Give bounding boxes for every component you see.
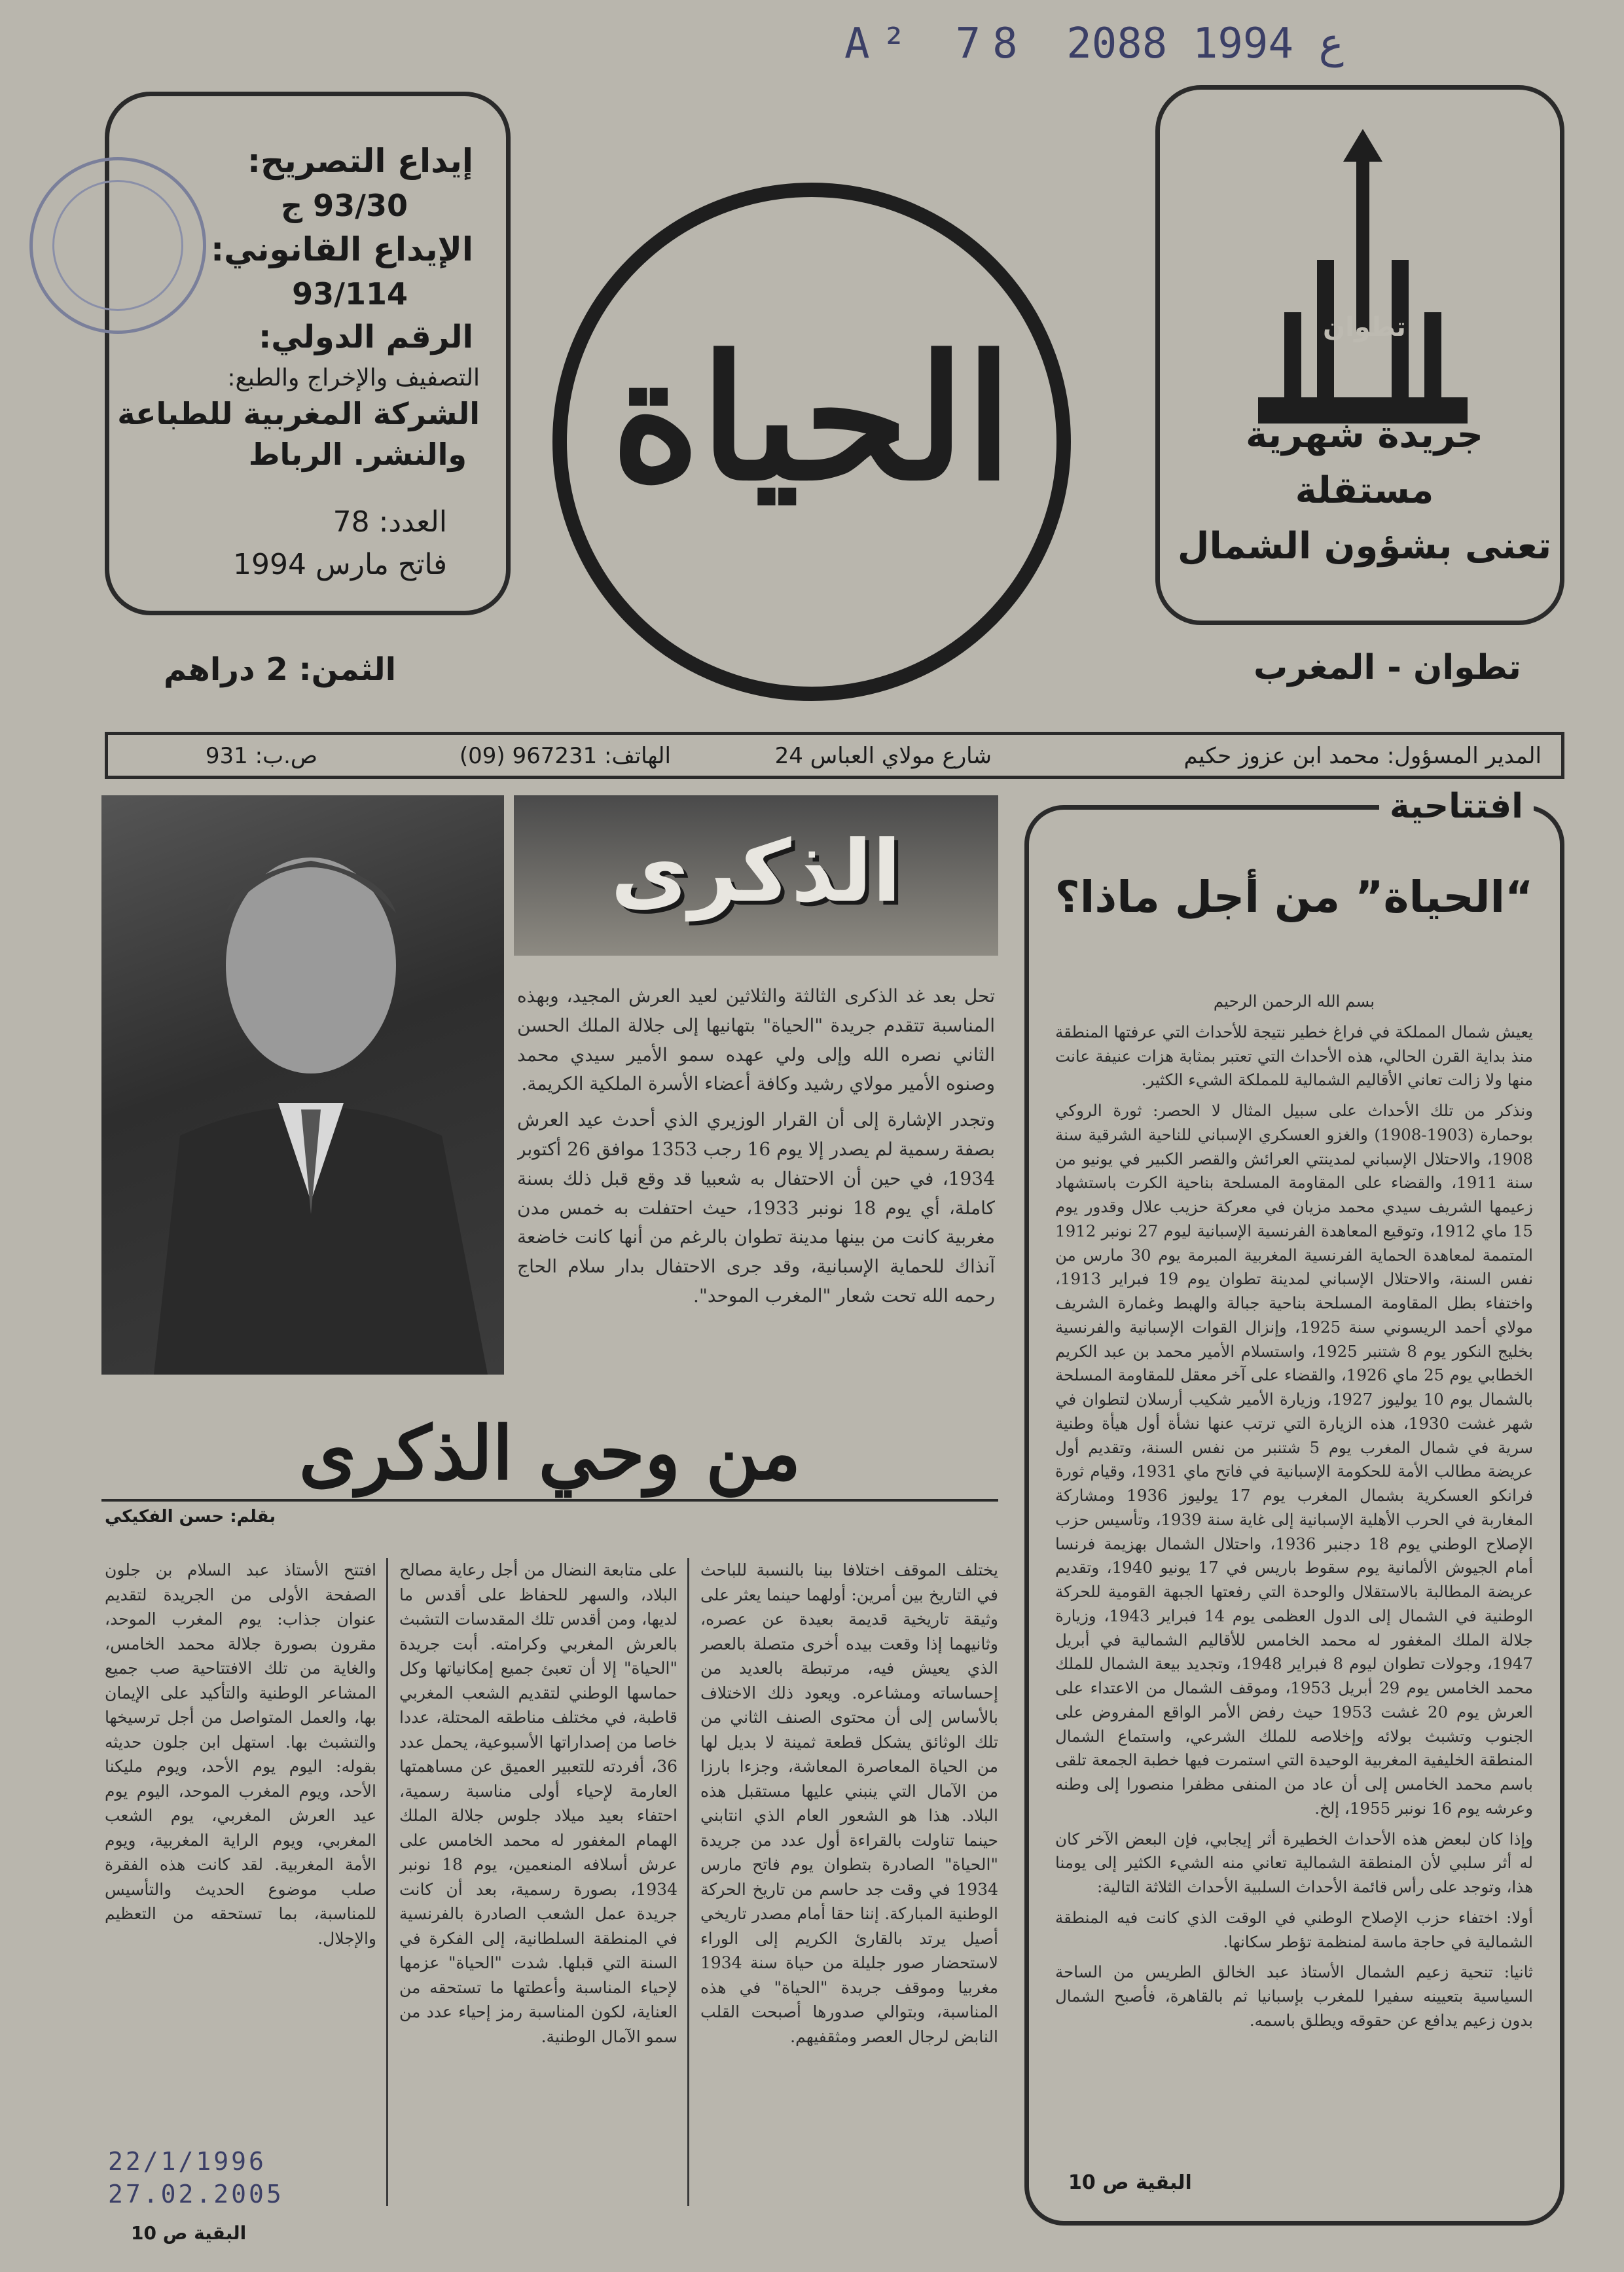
feature-title: الذكرى bbox=[610, 821, 902, 921]
info-bar bbox=[105, 732, 1564, 779]
issue-date: فاتح مارس 1994 bbox=[233, 548, 447, 581]
article-paragraph: يختلف الموقف اختلافا بينا بالنسبة للباحث في التاريخ بين أمرين: أولهما حينما يعثر على وثيقة تاريخية قديمة بعيدة عن عصره، وثانيهما إذا وقعت بيده أخرى متصلة بالعصر الذي يعيش فيه، مرتبطة بالعديد من إحساساته ومشاعره. ويعود ذلك الاختلاف بالأساس إلى أن محتوى الصنف الثاني من تلك الوثائق يشكل قطعة ثمينة لا بديل لها من الحياة المعاصرة المعاشة، وجزءا بارزا من الآمال التي ينبني عليها مستقبل هذه البلاد. هذا هو الشعور العام الذي انتابني حينما تناولت بالقراءة أول عدد من جريدة "الحياة" الصادرة بتطوان يوم فاتح مارس 1934 في وقت جد حاسم من تاريخ الحركة الوطنية المباركة. إننا حقا أمام مصدر تاريخي أصيل يرتد بالقارئ الكريم إلى الوراء لاستحضار صور جليلة من حياة سنة 1934 مغربيا وموقف جريدة "الحياة" في هذه المناسبة، وبتوالي صدورها أصبحت القلب النابض لرجال العصر ومثقفيهم. bbox=[700, 1560, 998, 2046]
article-paragraph: على متابعة النضال من أجل رعاية مصالح البلاد، والسهر للحفاظ على أقدس ما لديها، ومن أقدس تلك المقدسات التشبث بالعرش المغربي وكرامته. أبت جريدة "الحياة" إلا أن تعبئ جميع إمكانياتها وكل حماسها الوطني لتقديم الشعب المغربي قاطبة، في مختلف مناطقه المحتلة، عددا خاصا من إصداراتها الأسبوعية، يحمل عدد 36، أفردته للتعبير العميق عن مساهمتها العارمة لإحياء أولى مناسبة رسمية، احتفاء بعيد ميلاد جلوس جلالة الملك الهمام المغفور له محمد الخامس على عرش أسلافه المنعمين، يوم 18 نونبر 1934، بصورة رسمية، بعد أن كانت جريدة عمل الشعب الصادرة بالفرنسية في المنطقة السلطانية، إلى الفكرة في السنة التي قبلها. شدت "الحياة" عزمها لإحياء المناسبة وأعطتها ما تستحقه من العناية، لكون المناسبة رمز إحياء عدد من سمو الآمال الوطنية. bbox=[399, 1560, 677, 2046]
editorial-paragraph: وإذا كان لبعض هذه الأحداث الخطيرة أثر إيجابي، فإن البعض الآخر كان له أثر سلبي لأن المنطقة الشمالية تعاني منه الشيء الكثير إلى يومنا هذا، وتوجد على رأس قائمة الأحداث السلبية الأحداث الثلاثة التالية: bbox=[1055, 1829, 1533, 1896]
editorial-paragraph: ثانيا: تنحية زعيم الشمال الأستاذ عبد الخالق الطريس من الساحة السياسية بتعيينه سفيرا للمغرب بإسبانيا ثم بالقاهرة، فأصبح الشمال بدون زعيم يدافع عن حقوقه ويطلق باسمه. bbox=[1055, 1962, 1533, 2030]
article-byline: بقلم: حسن الفكيكي bbox=[105, 1507, 276, 1526]
printer-city: والنشر. الرباط bbox=[248, 437, 467, 472]
director-name: المدير المسؤول: محمد ابن عزوز حكيم bbox=[1183, 743, 1542, 769]
logo-text: تطوان bbox=[1323, 312, 1406, 342]
profile-line-north: تعنى بشؤون الشمال bbox=[1177, 525, 1552, 568]
profile-line-independent: مستقلة bbox=[1295, 469, 1434, 512]
printing-credit: التصفيف والإخراج والطبع: bbox=[227, 365, 480, 391]
po-box: ص.ب: 931 bbox=[205, 743, 317, 769]
article-column-middle bbox=[399, 1558, 677, 2199]
masthead-logo bbox=[547, 177, 1077, 707]
deposit-value: 93/30 ج bbox=[281, 188, 408, 223]
tetouan-calligraphy-logo bbox=[1245, 116, 1481, 456]
editorial-body bbox=[1055, 990, 1533, 2142]
issue-number: العدد: 78 bbox=[333, 505, 447, 539]
article-column-left bbox=[105, 1558, 376, 2134]
legal-deposit-value: 93/114 bbox=[292, 276, 408, 312]
location: تطوان - المغرب bbox=[1254, 648, 1521, 687]
article-continued: البقية ص 10 bbox=[131, 2222, 247, 2244]
column-divider bbox=[386, 1558, 388, 2206]
article-headline: من وحي الذكرى bbox=[298, 1411, 801, 1496]
library-stamp bbox=[29, 157, 206, 334]
editorial-paragraph: أولا: اختفاء حزب الإصلاح الوطني في الوقت الذي كانت فيه المنطقة الشمالية في حاجة ماسة لمنظمة تؤطر سكانها. bbox=[1055, 1907, 1533, 1951]
profile-line-monthly: جريدة شهرية bbox=[1246, 414, 1483, 456]
column-divider bbox=[687, 1558, 689, 2206]
article-paragraph: افتتح الأستاذ عبد السلام بن جلون الصفحة الأولى من الجريدة لتقديم عنوان جذاب: يوم المغرب الموحد، مقرون بصورة جلالة محمد الخامس، والغاية من تلك الافتتاحية صب جميع المشاعر الوطنية والتأكيد على الإيمان بها، والعمل المتواصل من أجل ترسيخها والتشبث بها. استهل ابن جلون حديثه بقوله: اليوم يوم الأحد، ويوم مليكنا الأحد، ويوم المغرب الموحد، اليوم يوم عيد العرش المغربي، يوم الشعب المغربي، ويوم الراية المغربية، ويوم الأمة المغربية. لقد كانت هذه الفقرة صلب موضوع الحديث والتأسيس للمناسبة، بما تستحقه من التعظيم والإجلال. bbox=[105, 1560, 376, 1948]
handwritten-date-1: 22/1/1996 bbox=[108, 2147, 266, 2176]
editorial-box bbox=[1024, 787, 1564, 2226]
article-column-right bbox=[700, 1558, 998, 2199]
editorial-paragraph: يعيش شمال المملكة في فراغ خطير نتيجة للأحداث التي عرفتها المنطقة منذ بداية القرن الحالي، هذه الأحداث التي تعتبر بمثابة هزات عنيفة عانت منها ولا زالت تعاني الأقاليم الشمالية للمملكة الشيء الكثير. bbox=[1055, 1022, 1533, 1090]
publication-info-box bbox=[105, 92, 511, 615]
editorial-section-label: افتتاحية bbox=[1379, 787, 1534, 826]
feature-body bbox=[517, 982, 995, 1375]
newspaper-profile-box bbox=[1155, 85, 1564, 625]
editorial-continued: البقية ص 10 bbox=[1068, 2171, 1192, 2194]
basmala: بسم الله الرحمن الرحيم bbox=[1213, 992, 1375, 1011]
street-address: شارع مولاي العباس 24 bbox=[774, 743, 992, 769]
handwritten-archive-note: A² 78 ع 1994 2088 bbox=[844, 20, 1344, 68]
phone-number: الهاتف: 967231 (09) bbox=[459, 743, 671, 769]
masthead-title: الحياة bbox=[611, 319, 1013, 518]
feature-paragraph: وتجدر الإشارة إلى أن القرار الوزيري الذي أحدث عيد العرش بصفة رسمية لم يصدر إلا يوم 16 رجب 1353 موافق 26 أكتوبر 1934، في حين أن الاحتفال به شعبيا قد وقع قبل ذلك بسنة كاملة، أي يوم 18 نونبر 1933، حيث احتفلت به خمس مدن مغربية كانت من بينها مدينة تطوان بالرغم من أنها كانت خاضعة آنذاك للحماية الإسبانية، وقد جرى الاحتفال بدار سلام الحاج رحمه الله تحت شعار "المغرب الموحد". bbox=[517, 1109, 995, 1307]
printer-name: الشركة المغربية للطباعة bbox=[117, 396, 480, 431]
editorial-paragraph: ونذكر من تلك الأحداث على سبيل المثال لا الحصر: ثورة الروكي بوحمارة (1903-1908) والغزو العسكري الإسباني للناحية الشرقية سنة 1908، والاحتلال الإسباني لمدينتي العرائش والقصر الكبير في يونيو من سنة 1911، والقضاء على المقاومة المسلحة بناحية الكرت باستشهاد زعيمها الشريف سيدي محمد مزيان في معركة حزيب علال وقدور يوم 15 ماي 1912، وتوقيع المعاهدة الفرنسية الإسبانية ليوم 27 نونبر 1912 المتممة لمعاهدة الحماية الفرنسية المغربية المبرمة يوم 30 مارس من نفس السنة، والاحتلال الإسباني لمدينة تطوان يوم 19 فبراير 1913، واختفاء بطل المقاومة المسلحة بناحية جبالة والهبط وغمارة الشريف مولاي أحمد الريسوني سنة 1925، وإنزال القوات الإسبانية والفرنسية بخليج النكور يوم 8 شتنبر 1925، واستسلام الأمير محمد بن عبد الكريم الخطابي يوم 25 ماي 1926، والقضاء على آخر معقل للمقاومة المسلحة بالشمال يوم 10 يوليوز 1927، وزيارة الأمير شكيب أرسلان لتطوان في شهر غشت 1930، هذه الزيارة التي ترتب عنها نشأة أول هيأة وطنية سرية في شمال المغرب يوم 5 شتنبر من نفس السنة، وتقديم أول عريضة مطالب الأمة للحكومة الإسبانية في فاتح ماي 1931، وقيام ثورة فرانكو العسكرية بشمال المغرب يوم 17 يوليوز 1936 ومشاركة المغاربة في الحرب الأهلية الإسبانية إلى غاية سنة 1939، وتأسيس حزب الإصلاح الوطني يوم 18 دجنبر 1936، واحتلال الشمال بهزيمة فرنسا أمام الجيوش الألمانية يوم سقوط باريس في 17 يونيو 1940، وتقديم عريضة المطالبة بالاستقلال والوحدة التي رفعتها الجبهة القومية للحركة الوطنية في الشمال إلى الدول العظمى يوم 14 فبراير 1943، وزيارة جلالة الملك المغفور له محمد الخامس للأقاليم الشمالية في أبريل 1947، وجولات تطوان ليوم 8 فبراير 1948، وتجديد بيعة الشمال للملك محمد الخامس يوم 29 أبريل 1953، وموقف الشمال من الاعتداء على العرش يوم 20 غشت 1953 حيث رفض الأمر الواقع المفروض على الجنوب وتشبث بولائه وإخلاصه للملك الشرعي، واستماع الشمال المنطقة الخليفية المغربية الوحيدة التي استمرت فيها خطبة الجمعة تلقى باسم محمد الخامس إلى أن عاد من المنفى مظفرا منصورا إلى وطنه وعرشه يوم 16 نونبر 1955، إلخ. bbox=[1055, 1101, 1533, 1818]
price: الثمن: 2 دراهم bbox=[164, 651, 397, 688]
king-portrait-photo bbox=[101, 795, 504, 1375]
feature-title-banner bbox=[514, 795, 998, 956]
international-number-label: الرقم الدولي: bbox=[259, 319, 473, 355]
deposit-label: إيداع التصريح: bbox=[247, 142, 473, 180]
editorial-headline: “الحياة” من أجل ماذا؟ bbox=[1055, 872, 1534, 922]
handwritten-date-2: 27.02.2005 bbox=[108, 2180, 284, 2209]
article-rule bbox=[101, 1499, 998, 1502]
legal-deposit-label: الإيداع القانوني: bbox=[211, 230, 473, 268]
feature-paragraph: تحل بعد غد الذكرى الثالثة والثلاثين لعيد العرش المجيد، وبهذه المناسبة تتقدم جريدة "الحياة" بتهانيها إلى جلالة الملك الحسن الثاني نصره الله وإلى ولي عهده سمو الأمير سيدي محمد وصنوه الأمير مولاي رشيد وكافة أعضاء الأسرة الملكية الكريمة. bbox=[517, 985, 995, 1095]
